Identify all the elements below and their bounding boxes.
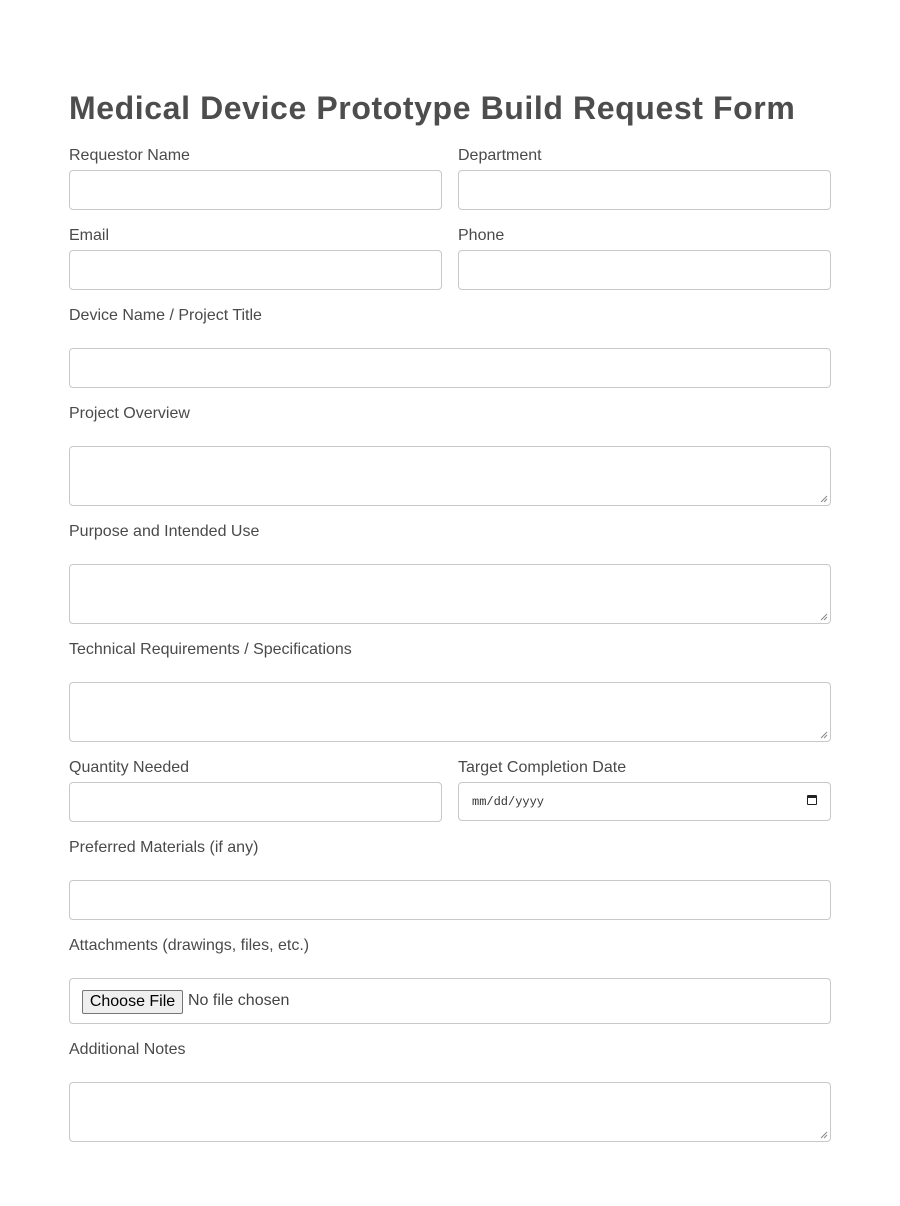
requestor-name-input[interactable] [69,170,442,210]
materials-input[interactable] [69,880,831,920]
quantity-label: Quantity Needed [69,759,190,776]
page-title: Medical Device Prototype Build Request Form [69,90,796,126]
notes-textarea[interactable] [69,1082,831,1142]
file-status: No file chosen [188,992,290,1009]
quantity-input[interactable] [69,782,442,822]
phone-label: Phone [458,227,505,244]
notes-label: Additional Notes [69,1041,186,1058]
requestor-name-label: Requestor Name [69,147,190,164]
target-date-input[interactable] [458,782,831,821]
choose-file-button[interactable]: Choose File [82,990,183,1014]
purpose-label: Purpose and Intended Use [69,523,260,540]
project-overview-label: Project Overview [69,405,190,422]
project-overview-textarea[interactable] [69,446,831,506]
device-name-input[interactable] [69,348,831,388]
attachments-file-input[interactable] [69,978,831,1024]
phone-input[interactable] [458,250,831,290]
calendar-icon[interactable] [807,795,817,805]
department-label: Department [458,147,542,164]
purpose-textarea[interactable] [69,564,831,624]
date-placeholder: mm/dd/yyyy [472,795,545,809]
technical-requirements-textarea[interactable] [69,682,831,742]
department-input[interactable] [458,170,831,210]
device-name-label: Device Name / Project Title [69,307,262,324]
email-input[interactable] [69,250,442,290]
email-label: Email [69,227,110,244]
materials-label: Preferred Materials (if any) [69,839,259,856]
resize-handle-icon[interactable] [820,613,828,621]
target-date-label: Target Completion Date [458,759,627,776]
resize-handle-icon[interactable] [820,731,828,739]
resize-handle-icon[interactable] [820,1131,828,1139]
resize-handle-icon[interactable] [820,495,828,503]
attachments-label: Attachments (drawings, files, etc.) [69,937,310,954]
technical-requirements-label: Technical Requirements / Specifications [69,641,352,658]
